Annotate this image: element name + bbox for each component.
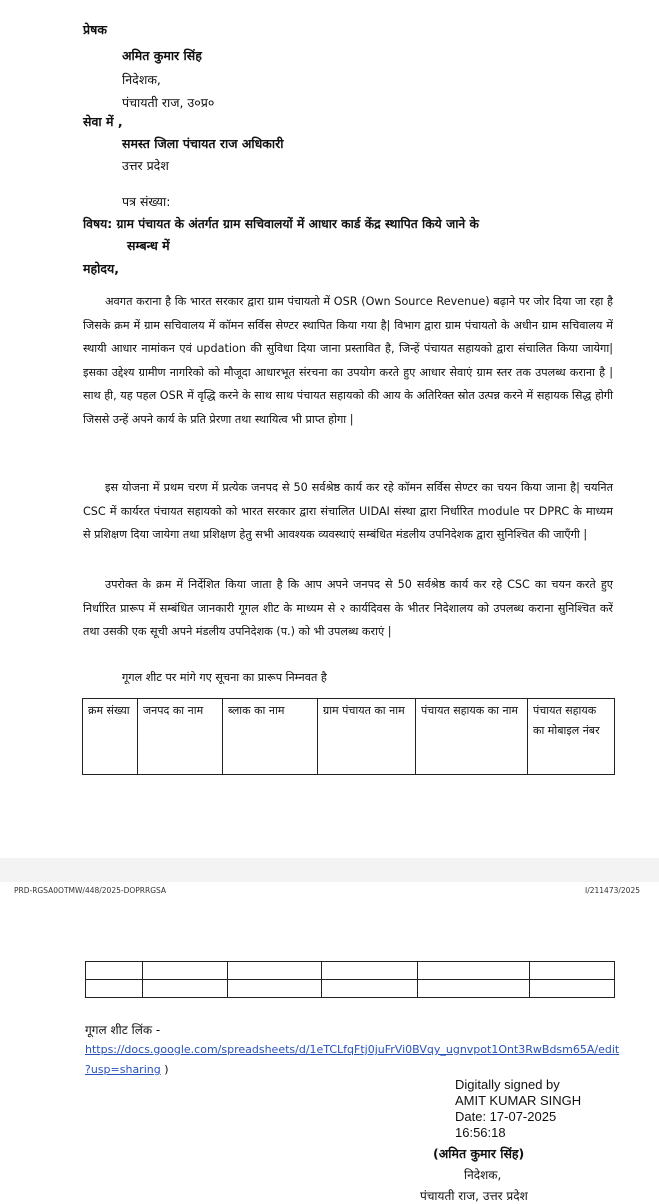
- digital-signature-line: Digitally signed by: [455, 1077, 560, 1092]
- body-paragraph-2: इस योजना में प्रथम चरण में प्रत्येक जनपद से 50 सर्वश्रेष्ठ कार्य कर रहे कॉमन सर्विस सेण्टर का चयन किया जाना है| चयनित CSC में कार्यरत पंचायत सहायको को भारत सरकार द्वारा संचालित UIDAI संस्था द्वारा निर्धारित module पर DPRC के माध्यम से प्रशिक्षण दिया जायेगा तथा प्रशिक्षण हेतु सभी आवश्यक व्यवस्थाएं सम्बंधित मंडलीय उपनिदेशक द्वारा सुनिश्चित की जाएँगी |: [83, 481, 613, 541]
- google-sheet-label: गूगल शीट लिंक -: [85, 1023, 161, 1037]
- body-paragraph-1: अवगत कराना है कि भारत सरकार द्वारा ग्राम पंचायतो में OSR (Own Source Revenue) बढ़ाने पर जोर दिया जा रहा है जिसके क्रम में ग्राम सचिवालय में कॉमन सर्विस सेण्टर स्थापित किया गया है| विभाग द्वारा ग्राम पंचायतो के अधीन ग्राम सचिवालय में स्थायी आधार नामांकन एवं updation की सुविधा दिया जाना प्रस्तावित है, जिन्हें पंचायत सहायको द्वारा संचालित किया जायेगा| इसका उद्देश्य ग्रामीण नागरिको को मौजूदा आधारभूत संरचना का उपयोग करते हुए आधार सेवाएं ग्राम स्तर तक उपलब्ध कराना है | साथ ही, यह पहल OSR में वृद्धि करने के साथ साथ पंचायत सहायको की आय के अतिरिक्त स्रोत उत्पन्न करने में सहायक सिद्ध होगी जिससे उन्हें अपने कार्य के प्रति प्रेरणा तथा स्थायित्व भी प्राप्त होगा |: [83, 295, 613, 426]
- document-reference-number: PRD-RGSA0OTMW/448/2025-DOPRRGSA: [14, 886, 167, 895]
- salutation: महोदय,: [83, 261, 119, 276]
- subject-line: विषय: ग्राम पंचायत के अंतर्गत ग्राम सचिवालयों में आधार कार्ड केंद्र स्थापित किये जाने के: [83, 217, 479, 231]
- table-row: [86, 980, 615, 998]
- signatory-name: (अमित कुमार सिंह): [433, 1146, 525, 1161]
- digital-signature-time: 16:56:18: [455, 1125, 506, 1140]
- table-header-cell: जनपद का नाम: [138, 699, 223, 775]
- digital-signature-date: Date: 17-07-2025: [455, 1109, 557, 1124]
- recipient-place: उत्तर प्रदेश: [122, 158, 169, 173]
- subject-line-continued: सम्बन्ध में: [127, 238, 170, 253]
- format-table-continued: [85, 961, 615, 998]
- recipient-name: समस्त जिला पंचायत राज अधिकारी: [122, 136, 284, 151]
- digital-signature-name: AMIT KUMAR SINGH: [455, 1093, 582, 1108]
- signatory-department: पंचायती राज, उत्तर प्रदेश: [420, 1189, 528, 1203]
- google-sheet-link-end: [85, 1062, 169, 1078]
- table-header-cell: क्रम संख्या: [83, 699, 138, 775]
- table-header-cell: ब्लाक का नाम: [223, 699, 318, 775]
- receipt-reference-number: I/211473/2025: [585, 886, 640, 895]
- body-paragraph-3: उपरोक्त के क्रम में निर्देशित किया जाता है कि आप अपने जनपद से 50 सर्वश्रेष्ठ कार्य कर रहे CSC का चयन करते हुए निर्धारित प्रारूप में सम्बंधित जानकारी गूगल शीट के माध्यम से २ कार्यदिवस के भीतर निदेशालय को उपलब्ध कराना सुनिश्चित करें तथा उसकी एक सूची अपने मंडलीय उपनिदेशक (प.) को भी उपलब्ध कराएं |: [83, 578, 613, 638]
- sender-name: अमित कुमार सिंह: [122, 48, 202, 63]
- table-header-row: [83, 699, 615, 775]
- signatory-post: निदेशक,: [464, 1168, 502, 1182]
- sender-post: निदेशक,: [122, 72, 161, 87]
- sender-department: पंचायती राज, उ०प्र०: [122, 95, 215, 110]
- format-note: गूगल शीट पर मांगे गए सूचना का प्रारूप निम्नवत है: [122, 671, 327, 684]
- page-separator: [0, 858, 659, 882]
- table-row: [86, 962, 615, 980]
- link-close-paren: ): [160, 1063, 169, 1076]
- table-header-cell: पंचायत सहायक का मोबाइल नंबर: [528, 699, 615, 775]
- sender-label: प्रेषक: [83, 22, 107, 37]
- format-table: [82, 698, 615, 775]
- recipient-label: सेवा में ,: [83, 114, 123, 129]
- table-header-cell: ग्राम पंचायत का नाम: [318, 699, 416, 775]
- google-sheet-link[interactable]: https://docs.google.com/spreadsheets/d/1eTCLfqFtj0juFrVi0BVqy_ugnvpot1Ont3RwBdsm65A/edit: [85, 1043, 620, 1056]
- google-sheet-link-continued[interactable]: ?usp=sharing: [85, 1063, 161, 1076]
- table-header-cell: पंचायत सहायक का नाम: [416, 699, 528, 775]
- letter-number: पत्र संख्या:: [122, 194, 171, 209]
